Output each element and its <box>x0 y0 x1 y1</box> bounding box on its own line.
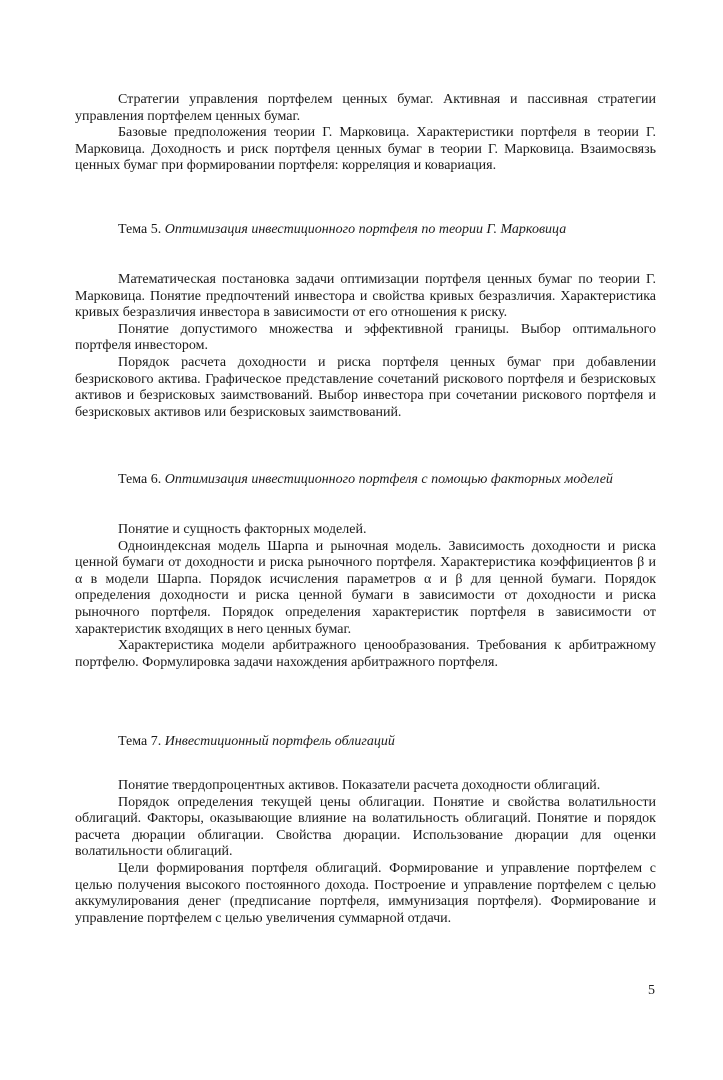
paragraph: Понятие твердопроцентных активов. Показатели расчета доходности облигаций. <box>118 778 601 793</box>
topic-title: Инвестиционный портфель облигаций <box>164 734 395 749</box>
page-number: 5 <box>648 983 655 998</box>
paragraph: Порядок расчета доходности и риска портфеля ценных бумаг при добавлении безрискового актива. Графическое представление сочетаний рискового портфеля и безрисковых активов и безрисковых заимствований. Выбор инвестора при сочетании рискового портфеля и безрисковых активов или безрисковых заимствований. <box>75 354 656 420</box>
paragraph: Понятие и сущность факторных моделей. <box>118 522 367 537</box>
paragraph: Характеристика модели арбитражного ценообразования. Требования к арбитражному портфелю. Формулировка задачи нахождения арбитражного портфеля. <box>75 638 656 670</box>
topic-label: Тема 6. <box>118 472 162 487</box>
section-topic-7 <box>75 778 656 927</box>
paragraph: Одноиндексная модель Шарпа и рыночная модель. Зависимость доходности и риска ценной бумаги от доходности и риска рыночного портфеля. Характеристика коэффициентов β и α в модели Шарпа. Порядок исчисления параметров α и β для ценной бумаги. Порядок определения доходности и риска ценной бумаги в зависимости от доходности и риска рыночного портфеля. Порядок определения характеристик портфеля в зависимости от характеристик входящих в него ценных бумаг. <box>75 538 656 637</box>
section-intro <box>75 92 656 175</box>
topic-label: Тема 7. <box>118 734 162 749</box>
paragraph: Цели формирования портфеля облигаций. Формирование и управление портфелем с целью получения высокого постоянного дохода. Построение и управление портфелем с целью аккумулирования денег (предписание портфеля, иммунизация портфеля). Формирование и управление портфелем с целью увеличения суммарной отдачи. <box>75 860 656 926</box>
paragraph: Базовые предположения теории Г. Марковица. Характеристики портфеля в теории Г. Марковица. Доходность и риск портфеля ценных бумаг в теории Г. Марковица. Взаимосвязь ценных бумаг при формировании портфеля: корреляция и ковариация. <box>75 125 656 174</box>
topic-title: Оптимизация инвестиционного портфеля с помощью факторных моделей <box>164 472 613 487</box>
section-topic-6 <box>75 522 656 671</box>
topic-heading-5 <box>118 222 566 239</box>
paragraph: Понятие допустимого множества и эффективной границы. Выбор оптимального портфеля инвестором. <box>75 321 656 354</box>
topic-label: Тема 5. <box>118 222 162 237</box>
section-topic-5 <box>75 272 656 421</box>
topic-heading-7 <box>118 734 395 751</box>
topic-title: Оптимизация инвестиционного портфеля по теории Г. Марковица <box>164 222 567 237</box>
paragraph: Порядок определения текущей цены облигации. Понятие и свойства волатильности облигаций. Факторы, оказывающие влияние на волатильность облигаций. Понятие и порядок расчета дюрации облигации. Свойства дюрации. Использование дюрации для оценки волатильности облигаций. <box>75 794 656 860</box>
topic-heading-6 <box>118 472 613 489</box>
paragraph: Математическая постановка задачи оптимизации портфеля ценных бумаг по теории Г. Марковица. Понятие предпочтений инвестора и свойства кривых безразличия. Характеристика кривых безразличия инвестора в зависимости от его отношения к риску. <box>75 272 656 321</box>
paragraph: Стратегии управления портфелем ценных бумаг. Активная и пассивная стратегии управления портфелем ценных бумаг. <box>75 92 656 124</box>
